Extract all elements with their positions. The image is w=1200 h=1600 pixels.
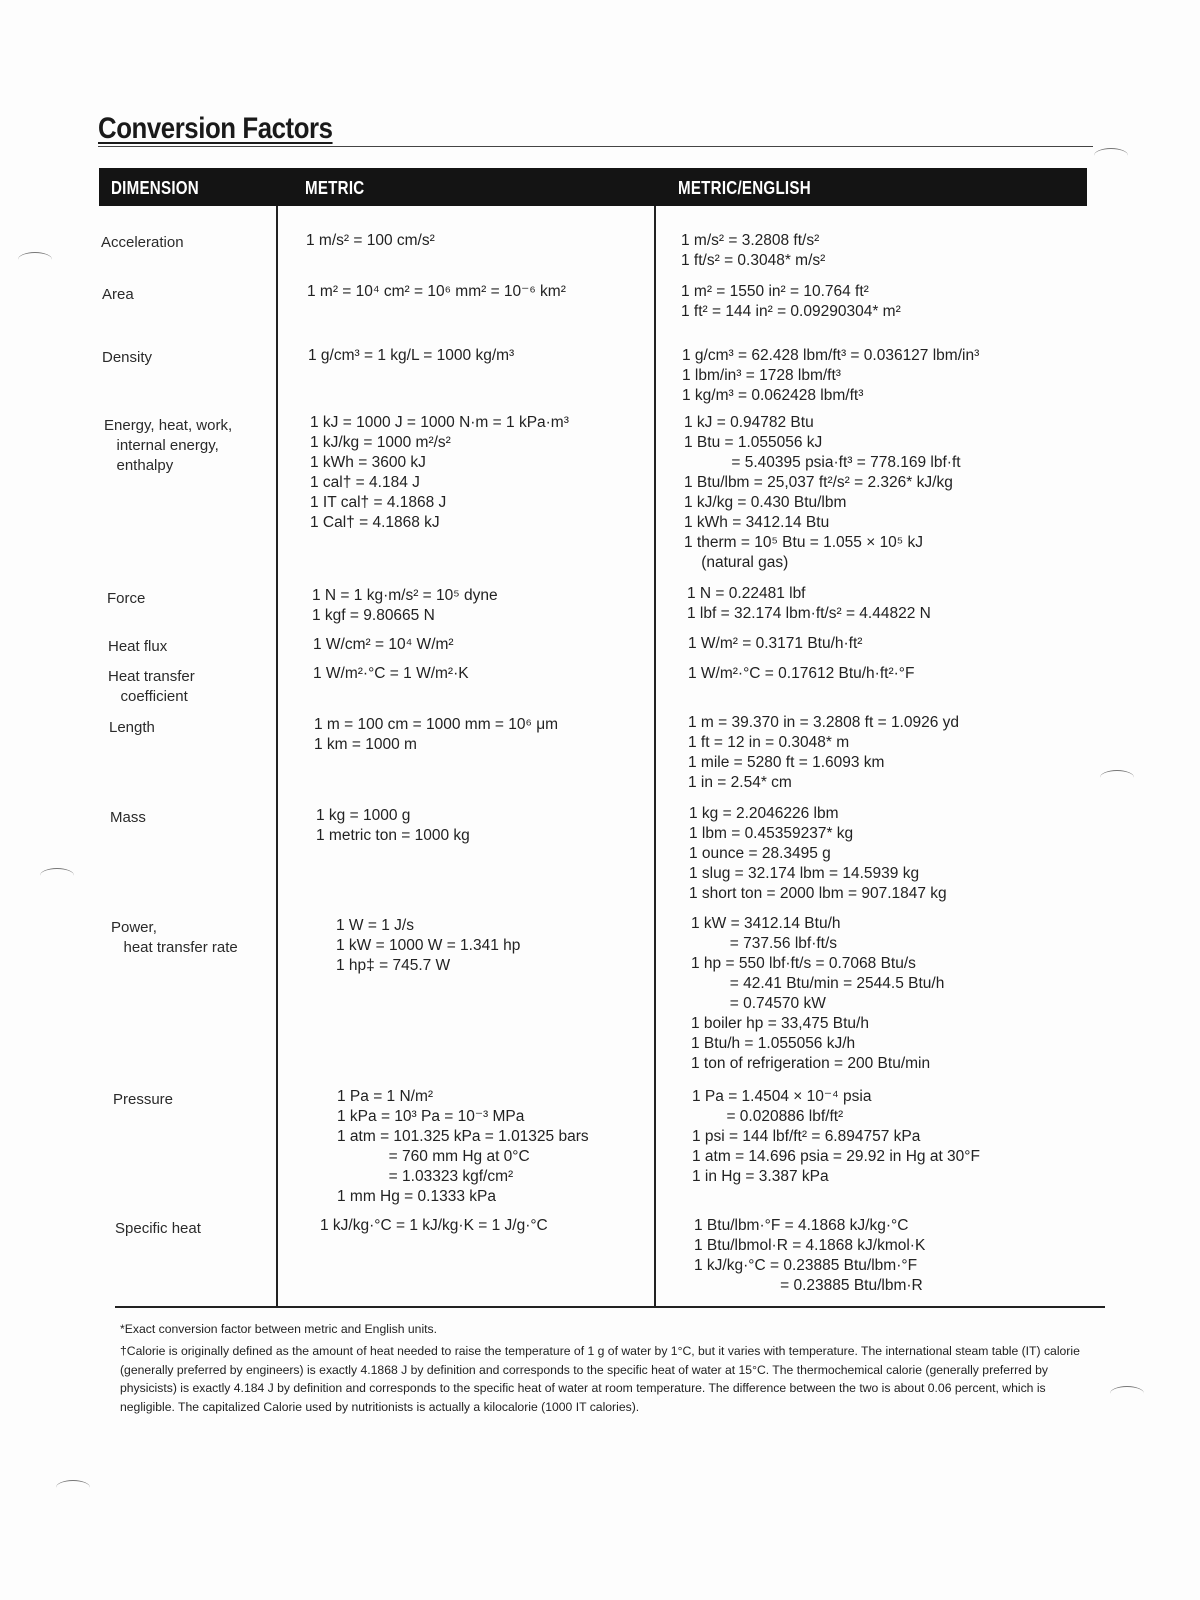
scan-mark: [18, 252, 52, 267]
header-metric-english: METRIC/ENGLISH: [678, 178, 811, 198]
row-metric: 1 kJ/kg·°C = 1 kJ/kg·K = 1 J/g·°C: [320, 1217, 548, 1234]
row-dimension: Length: [109, 719, 155, 736]
row-dimension: Area: [102, 286, 134, 303]
row-metric-english: 1 Pa = 1.4504 × 10⁻⁴ psia = 0.020886 lbf/ft² 1 psi = 144 lbf/ft² = 6.894757 kPa 1 atm = 14.696 psia = 29.92 in Hg at 30°F 1 in Hg = 3.387 kPa: [692, 1088, 980, 1185]
row-metric-english: 1 g/cm³ = 62.428 lbm/ft³ = 0.036127 lbm/in³ 1 lbm/in³ = 1728 lbm/ft³ 1 kg/m³ = 0.062428 lbm/ft³: [682, 347, 980, 404]
footnote-exact: *Exact conversion factor between metric and English units.: [120, 1322, 438, 1336]
row-dimension: Force: [107, 590, 146, 607]
scan-mark: [1110, 1386, 1144, 1401]
header-dimension: DIMENSION: [111, 178, 199, 198]
row-dimension: Heat transfer coefficient: [108, 668, 195, 705]
row-dimension: Density: [102, 349, 153, 366]
row-metric: 1 g/cm³ = 1 kg/L = 1000 kg/m³: [308, 347, 515, 364]
row-metric: 1 N = 1 kg·m/s² = 10⁵ dyne 1 kgf = 9.80665 N: [312, 587, 498, 624]
row-dimension: Mass: [110, 809, 146, 826]
row-metric-english: 1 N = 0.22481 lbf 1 lbf = 32.174 lbm·ft/s² = 4.44822 N: [687, 585, 931, 622]
scan-mark: [40, 868, 74, 883]
row-dimension: Energy, heat, work, internal energy, enthalpy: [104, 417, 233, 474]
row-metric: 1 W = 1 J/s 1 kW = 1000 W = 1.341 hp 1 hp‡ = 745.7 W: [336, 917, 521, 974]
row-metric: 1 m/s² = 100 cm/s²: [306, 232, 435, 249]
row-dimension: Power, heat transfer rate: [111, 919, 238, 956]
page-title: Conversion Factors: [98, 112, 333, 145]
row-metric-english: 1 W/m² = 0.3171 Btu/h·ft²: [688, 635, 863, 652]
row-metric-english: 1 m = 39.370 in = 3.2808 ft = 1.0926 yd 1 ft = 12 in = 0.3048* m 1 mile = 5280 ft = 1.6093 km 1 in = 2.54* cm: [688, 714, 960, 791]
row-dimension: Acceleration: [101, 234, 184, 251]
row-metric-english: 1 m/s² = 3.2808 ft/s² 1 ft/s² = 0.3048* m/s²: [681, 232, 826, 269]
row-metric: 1 W/m²·°C = 1 W/m²·K: [313, 665, 469, 682]
row-dimension: Specific heat: [115, 1220, 201, 1237]
row-metric-english: 1 kg = 2.2046226 lbm 1 lbm = 0.45359237* kg 1 ounce = 28.3495 g 1 slug = 32.174 lbm = 14.5939 kg 1 short ton = 2000 lbm = 907.1847 kg: [689, 805, 947, 902]
row-metric-english: 1 W/m²·°C = 0.17612 Btu/h·ft²·°F: [688, 665, 915, 682]
header-metric: METRIC: [305, 178, 365, 198]
scan-mark: [1094, 148, 1128, 163]
row-metric: 1 kg = 1000 g 1 metric ton = 1000 kg: [316, 807, 470, 844]
table-header: [99, 168, 1087, 206]
row-metric-english: 1 kW = 3412.14 Btu/h = 737.56 lbf·ft/s 1 hp = 550 lbf·ft/s = 0.7068 Btu/s = 42.41 Btu/min = 2544.5 Btu/h = 0.74570 kW 1 boiler hp = 33,475 Btu/h 1 Btu/h = 1.055056 kJ/h 1 ton of refrigeration = 200 Btu/min: [691, 915, 945, 1072]
row-metric: 1 Pa = 1 N/m² 1 kPa = 10³ Pa = 10⁻³ MPa 1 atm = 101.325 kPa = 1.01325 bars = 760 mm Hg at 0°C = 1.03323 kgf/cm² 1 mm Hg = 0.1333 kPa: [337, 1088, 589, 1205]
row-metric: 1 m² = 10⁴ cm² = 10⁶ mm² = 10⁻⁶ km²: [307, 283, 566, 300]
row-metric: 1 kJ = 1000 J = 1000 N·m = 1 kPa·m³ 1 kJ/kg = 1000 m²/s² 1 kWh = 3600 kJ 1 cal† = 4.184 J 1 IT cal† = 4.1868 J 1 Cal† = 4.1868 kJ: [310, 414, 569, 531]
row-metric-english: 1 Btu/lbm·°F = 4.1868 kJ/kg·°C 1 Btu/lbmol·R = 4.1868 kJ/kmol·K 1 kJ/kg·°C = 0.23885 Btu/lbm·°F = 0.23885 Btu/lbm·R: [694, 1217, 926, 1294]
row-metric: 1 m = 100 cm = 1000 mm = 10⁶ μm 1 km = 1000 m: [314, 716, 559, 753]
column-divider-2: [654, 206, 656, 1306]
scan-mark: [56, 1480, 90, 1495]
scan-mark: [1100, 770, 1134, 785]
column-divider-1: [276, 206, 278, 1306]
table-bottom-rule: [115, 1306, 1105, 1308]
row-metric-english: 1 kJ = 0.94782 Btu 1 Btu = 1.055056 kJ = 5.40395 psia·ft³ = 778.169 lbf·ft 1 Btu/lbm = 25,037 ft²/s² = 2.326* kJ/kg 1 kJ/kg = 0.430 Btu/lbm 1 kWh = 3412.14 Btu 1 therm = 10⁵ Btu = 1.055 × 10⁵ kJ (natural gas): [684, 414, 961, 571]
row-metric: 1 W/cm² = 10⁴ W/m²: [313, 636, 454, 653]
row-dimension: Pressure: [113, 1091, 174, 1108]
row-metric-english: 1 m² = 1550 in² = 10.764 ft² 1 ft² = 144 in² = 0.09290304* m²: [681, 283, 901, 320]
title-rule: [98, 146, 1093, 147]
row-dimension: Heat flux: [108, 638, 168, 655]
footnote-calorie: †Calorie is originally defined as the amount of heat needed to raise the temperature of 1 g of water by 1°C, but it varies with temperature. The international steam table (IT) calorie (generally preferred by engineers) is exactly 4.1868 J by definition and corresponds to the specific heat of water at 15°C. The thermochemical calorie (generally preferred by physicists) is exactly 4.184 J by definition and corresponds to the specific heat of water at room temperature. The difference between the two is about 0.06 percent, which is negligible. The capitalized Calorie used by nutritionists is actually a kilocalorie (1000 IT calories).: [120, 1344, 1080, 1414]
